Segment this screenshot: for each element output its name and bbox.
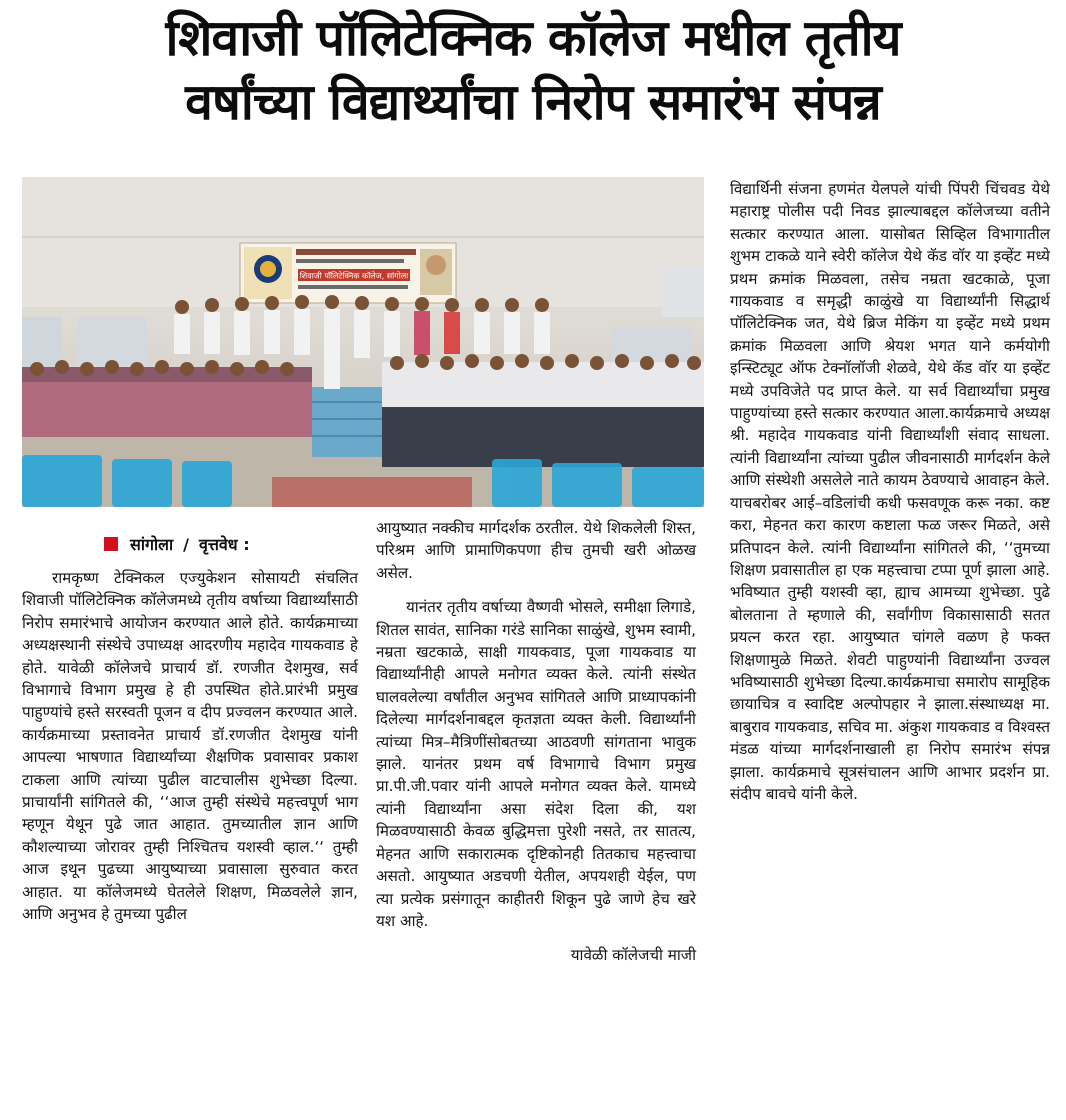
article-photo [22,177,704,507]
dateline-place: सांगोला [130,535,174,554]
banner-title: शिवाजी पॉलिटेक्निक कॉलेज, सांगोला [299,271,409,281]
headline [10,6,1056,134]
dateline-separator: / [183,534,189,554]
red-square-icon [104,537,118,551]
article-column-1 [22,567,358,926]
paragraph: यावेळी कॉलेजची माजी [570,946,696,965]
paragraph: आयुष्यात नक्कीच मार्गदर्शक ठरतील. येथे शिकलेली शिस्त, परिश्रम आणि प्रामाणिकपणा हीच तुमची खरी ओळख असेल. [376,519,696,582]
article-column-2 [376,517,696,967]
dateline-source: वृत्तवेध : [198,535,250,554]
paragraph: विद्यार्थिनी संजना हणमंत येलपले यांची पिंपरी चिंचवड येथे महाराष्ट्र पोलीस पदी निवड झाल्याबद्दल कॉलेजच्या वतीने सत्कार करण्यात आला. यासोबत सिव्हिल विभागातील शुभम टाकळे याने स्वेरी कॉलेज येथे कॅड वॉर या इव्हेंट मध्ये प्रथम क्रमांक मिळवला, तसेच नम्रता खटकाळे, पूजा गायकवाड व समृद्धी काळुंखे या विद्यार्थ्यांनी सिद्धार्थ पॉलिटेक्निक जत, येथे ब्रिज मेकिंग या इव्हेंट मध्ये प्रथम क्रमांक मिळवला आणि श्रेयश भगत याने कर्मयोगी इन्स्टिट्यूट ऑफ टेक्नॉलॉजी शेळवे, येथे कॅड वॉर या इव्हेंट मध्ये उपविजेते पद प्राप्त केले. या सर्व विद्यार्थ्यांचा प्रमुख पाहुण्यांच्या हस्ते सत्कार करण्यात आला.कार्यक्रमाचे अध्यक्ष श्री. महादेव गायकवाड यांनी विद्यार्थ्यांशी संवाद साधला. त्यांनी विद्यार्थ्यांना त्यांच्या पुढील जीवनासाठी मार्गदर्शन केले आणि संस्थेशी असलेले नाते कायम ठेवण्याचे आवाहन केले. याचबरोबर आई–वडिलांची कधी फसवणूक करू नका. कष्ट करा, मेहनत करा कारण कष्टाला फळ जरूर मिळते, असे प्रतिपादन केले. त्यांनी विद्यार्थ्यांना सांगितले की, ‘‘तुमच्या शिक्षण प्रवासातील हा एक महत्त्वाचा टप्पा पूर्ण झाला आहे. भविष्यात तुम्ही यशस्वी व्हा, ह्याच आमच्या शुभेच्छा. पुढे बोलताना ते म्हणाले की, सर्वांगीण विकासासाठी सतत प्रयत्न करत रहा. आयुष्यात चांगले वळण हे फक्त शिक्षणामुळे मिळते. शेवटी पाहुण्यांनी विद्यार्थ्यांना उज्वल भविष्यासाठी शुभेच्छा दिल्या.कार्यक्रमाचा समारोप सामूहिक छायाचित्र व स्वादिष्ट अल्पोपहार ने झाला.संस्थाध्यक्ष मा. बाबुराव गायकवाड, सचिव मा. अंकुश गायकवाड व विश्वस्त मंडळ यांच्या मार्गदर्शनाखाली हा निरोप समारंभ संपन्न झाला. कार्यक्रमाचे सूत्रसंचालन आणि आभार प्रदर्शन प्रा. संदीप बावचे यांनी केले. [730,180,1050,803]
group-photo-illustration [22,177,704,507]
paragraph: रामकृष्ण टेक्निकल एज्युकेशन सोसायटी संचलित शिवाजी पॉलिटेक्निक कॉलेजमध्ये तृतीय वर्षाच्या विद्यार्थ्यांसाठी निरोप समारंभाचे आयोजन करण्यात आले होते. कार्यक्रमाच्या अध्यक्षस्थानी संस्थेचे उपाध्यक्ष आदरणीय महादेव गायकवाड हे होते. यावेळी कॉलेजचे प्राचार्य डॉ. रणजीत देशमुख, सर्व विभागाचे विभाग प्रमुख हे ही उपस्थित होते.प्रारंभी प्रमुख पाहुण्यांचे हस्ते सरस्वती पूजन व दीप प्रज्वलन करण्यात आले. कार्यक्रमाच्या प्रस्तावनेत प्राचार्य डॉ.रणजीत देशमुख यांनी आपल्या भाषणात विद्यार्थ्यांच्या शैक्षणिक प्रवासावर प्रकाश टाकला आणि त्यांच्या पुढील वाटचालीस शुभेच्छा दिल्या. प्राचार्यांनी सांगितले की, ‘‘आज तुम्ही संस्थेचे महत्त्वपूर्ण भाग म्हणून येथून पुढे जात आहात. तुमच्यातील ज्ञान आणि कौशल्याच्या जोरावर तुम्ही निश्चितच यशस्वी व्हाल.‘‘ तुम्ही आज इथून पुढच्या आयुष्याच्या प्रवासाला सुरुवात करत आहात. या कॉलेजमध्ये घेतलेले शिक्षण, मिळवलेले ज्ञान, आणि अनुभव हे तुमच्या पुढील [22,569,358,924]
article-column-3 [730,178,1050,805]
headline-line-1: शिवाजी पॉलिटेक्निक कॉलेज मधील तृतीय [165,9,901,67]
paragraph: यानंतर तृतीय वर्षाच्या वैष्णवी भोसले, समीक्षा लिगाडे, शितल सावंत, सानिका गरंडे सानिका साळुंखे, शुभम स्वामी, नम्रता खटकाळे, साक्षी गायकवाड, पूजा गायकवाड या विद्यार्थ्यांनीही आपले मनोगत व्यक्त केले. त्यांनी संस्थेत घालवलेल्या वर्षांतील अनुभव सांगितले आणि प्राध्यापकांनी दिलेल्या मार्गदर्शनाबद्दल कृतज्ञता व्यक्त केली. विद्यार्थ्यांनी त्यांच्या मित्र–मैत्रिणींसोबतच्या आठवणी सांगताना भावुक झाले. यानंतर प्रथम वर्ष विभागाचे विभाग प्रमुख प्रा.पी.जी.पवार यांनी आपले मनोगत व्यक्त केले. यामध्ये त्यांनी विद्यार्थ्यांना असा संदेश दिला की, यश मिळवण्यासाठी केवळ बुद्धिमत्ता पुरेशी नसते, तर सातत्य, मेहनत आणि सकारात्मक दृष्टिकोनही तितकाच महत्त्वाचा असतो. आयुष्यात अडचणी येतील, अपयशही येईल, पण त्या प्रत्येक प्रसंगातून काहीतरी शिकून पुढे जाणे हेच खरे यश आहे. [376,598,696,930]
headline-line-2: वर्षांच्या विद्यार्थ्यांचा निरोप समारंभ संपन्न [185,73,881,131]
dateline [104,532,250,556]
stage-banner [240,243,456,303]
